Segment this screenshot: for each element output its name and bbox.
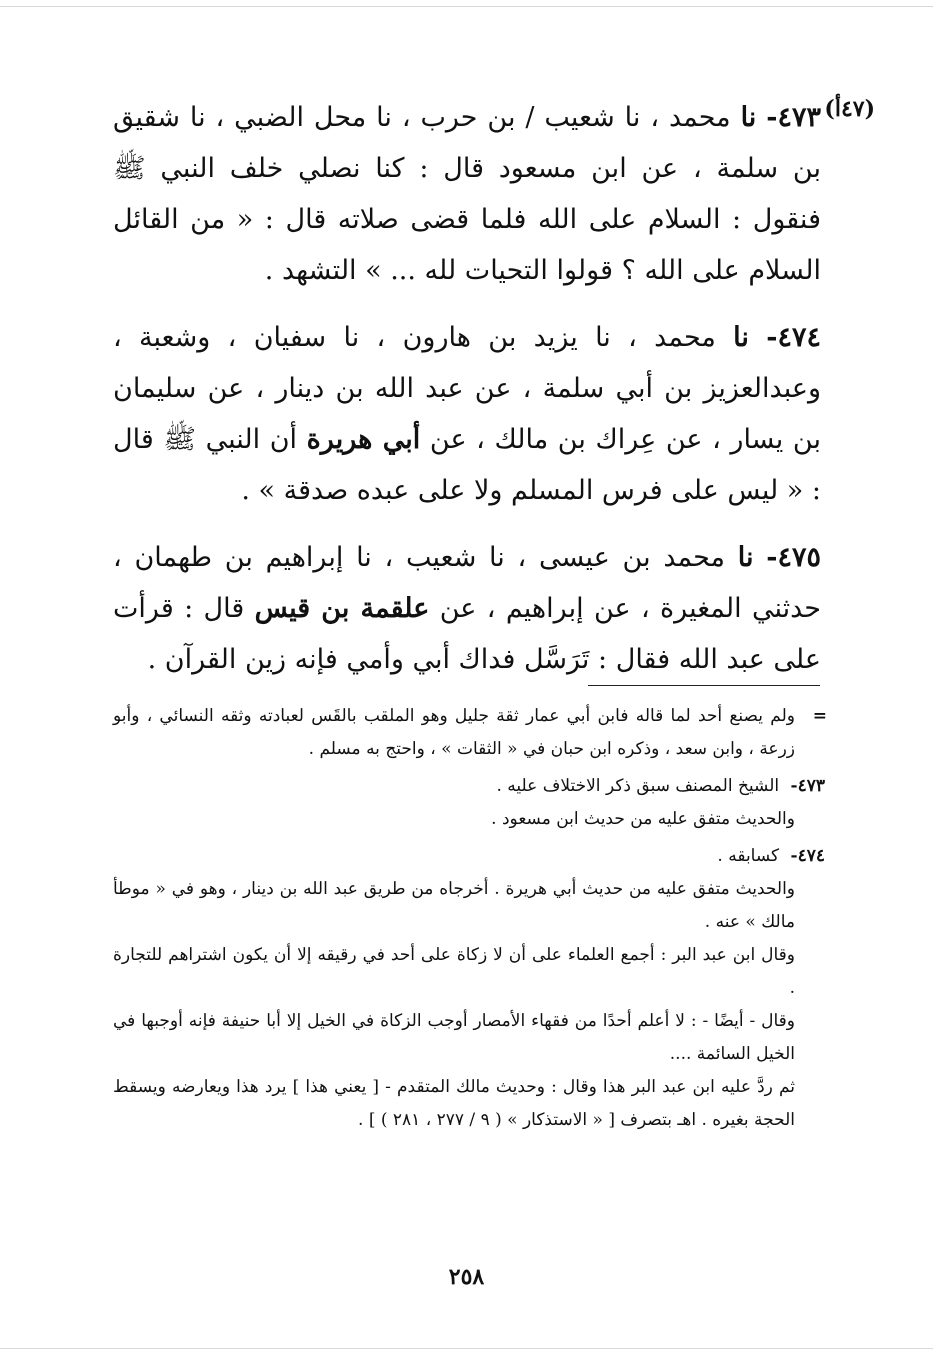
hadith-number: ٤٧٣- (766, 102, 821, 133)
hadith-473 (113, 92, 821, 296)
footnotes (113, 700, 825, 1141)
footnote-paragraph: والحديث متفق عليه من حديث ابن مسعود . (491, 809, 795, 829)
manuscript-folio-ref: (٤٧أ) (824, 96, 875, 122)
footnote-text: الشيخ المصنف سبق ذكر الاختلاف عليه . (496, 776, 780, 796)
footnote-separator (588, 685, 820, 686)
footnote-paragraph: وقال - أيضًا - : لا أعلم أحدًا من فقهاء الأمصار أوجب الزكاة في الخيل إلا أبا حنيفة فإنه أوجبها في الخيل السائمة .... (113, 1011, 795, 1064)
narrator-name: علقمة بن قيس (254, 593, 430, 624)
hadith-lead: نا (737, 542, 754, 573)
continuation-marker: = (812, 706, 827, 726)
footnote-paragraph: وقال ابن عبد البر : أجمع العلماء على أن لا زكاة على أحد في رقيقه إلا أن يكون اشتراهم للتجارة . (113, 945, 795, 998)
footnote-number: ٤٧٣- (790, 776, 825, 796)
hadith-474 (113, 312, 821, 516)
footnote-text: كسابقه . (717, 846, 780, 866)
footnote-paragraph: ثم ردَّ عليه ابن عبد البر هذا وقال : وحديث مالك المتقدم - [ يعني هذا ] يرد هذا ويعارضه ويسقط الحجة بغيره . اهـ بتصرف [ « الاستذكار » ( ٩ / ٢٧٧ ، ٢٨١ ) ] . (113, 1077, 795, 1130)
hadith-lead: نا (740, 102, 757, 133)
footnote-paragraph: والحديث متفق عليه من حديث أبي هريرة . أخرجاه من طريق عبد الله بن دينار ، وهو في « موطأ مالك » عنه . (113, 879, 795, 932)
footnote-473 (113, 770, 825, 836)
main-text (113, 92, 821, 701)
hadith-text-part-b: قال : قرأت على عبد الله فقال : تَرَسَّل فداك أبي وأمي فإنه زين القرآن . (113, 593, 821, 675)
footnote-text: ولم يصنع أحد لما قاله فابن أبي عمار ثقة جليل وهو الملقب بالقَس لعبادته وثقه النسائي ، وأبو زرعة ، وابن سعد ، وذكره ابن حبان في « الثقات » ، واحتج به مسلم . (113, 706, 795, 759)
hadith-text-part-a: محمد ، نا يزيد بن هارون ، نا سفيان ، وشعبة ، وعبدالعزيز بن أبي سلمة ، عن عبد الله بن دينار ، عن سليمان بن يسار ، عن عِراك بن مالك ، عن (113, 322, 821, 455)
footnote-number: ٤٧٤- (790, 846, 825, 866)
companion-name: أبي هريرة (306, 424, 421, 455)
hadith-475 (113, 532, 821, 685)
hadith-lead: نا (733, 322, 749, 353)
footnote-474 (113, 840, 825, 1137)
hadith-text: محمد ، نا شعيب / بن حرب ، نا محل الضبي ، نا شقيق بن سلمة ، عن ابن مسعود قال : كنا نصلي خلف النبي ﷺ فنقول : السلام على الله فلما قضى صلاته قال : « من القائل السلام على الله ؟ قولوا التحيات لله ... » التشهد . (113, 102, 821, 286)
hadith-number: ٤٧٥- (766, 542, 821, 573)
hadith-text-part-a: محمد بن عيسى ، نا شعيب ، نا إبراهيم بن طهمان ، حدثني المغيرة ، عن إبراهيم ، عن (113, 542, 821, 624)
scan-edge-top (0, 6, 933, 7)
hadith-number: ٤٧٤- (766, 322, 821, 353)
footnote-continuation (113, 700, 825, 766)
hadith-text-part-b: أن النبي ﷺ قال : « ليس على فرس المسلم ولا على عبده صدقة » . (113, 424, 821, 506)
scan-edge-bottom (0, 1348, 933, 1349)
page-number: ٢٥٨ (448, 1264, 485, 1290)
